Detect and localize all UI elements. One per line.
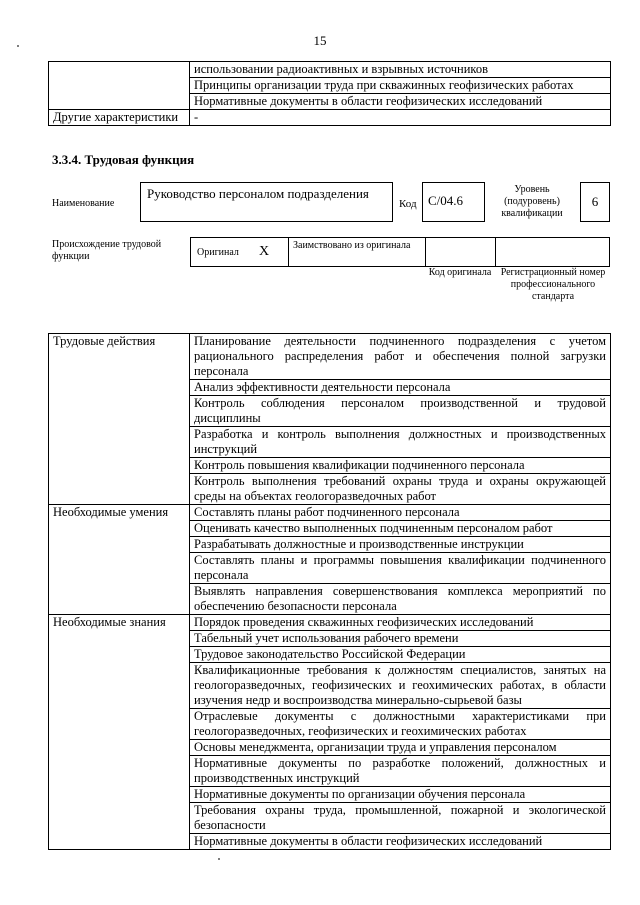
level-label: Уровень (подуровень) квалификации bbox=[501, 184, 563, 219]
top-table bbox=[48, 61, 611, 126]
top-table-value: Нормативные документы в области геофизических исследований bbox=[190, 94, 611, 110]
table-row bbox=[49, 334, 611, 380]
code-original-caption: Код оригинала bbox=[428, 267, 492, 278]
top-table-label: Другие характеристики bbox=[49, 110, 190, 126]
top-table-value: - bbox=[190, 110, 611, 126]
section-item: Контроль повышения квалификации подчиненного персонала bbox=[190, 458, 611, 474]
top-table-label bbox=[49, 62, 190, 78]
section-label: Необходимые умения bbox=[49, 505, 190, 615]
origin-label: Происхождение трудовой функции bbox=[52, 239, 162, 262]
section-item: Основы менеджмента, организации труда и управления персоналом bbox=[190, 740, 611, 756]
level-value: 6 bbox=[591, 194, 599, 209]
section-item: Контроль соблюдения персоналом производственной и трудовой дисциплины bbox=[190, 396, 611, 427]
section-item: Нормативные документы по организации обучения персонала bbox=[190, 787, 611, 803]
level-value-box bbox=[580, 182, 610, 222]
section-heading: 3.3.4. Трудовая функция bbox=[52, 152, 195, 167]
name-value-box bbox=[140, 182, 393, 222]
section-label: Трудовые действия bbox=[49, 334, 190, 505]
page-number: 15 bbox=[313, 33, 327, 48]
code-value: C/04.6 bbox=[428, 193, 464, 208]
section-item: Планирование деятельности подчиненного подразделения с учетом рационального распределения работ и обеспечения полной загрузки персонала bbox=[190, 334, 611, 380]
table-row bbox=[49, 505, 611, 521]
section-item: Требования охраны труда, промышленной, пожарной и экологической безопасности bbox=[190, 803, 611, 834]
top-table-label bbox=[49, 94, 190, 110]
origin-divider bbox=[425, 237, 426, 267]
section-item: Нормативные документы по разработке положений, должностных и производственных инструкций bbox=[190, 756, 611, 787]
top-table-label bbox=[49, 78, 190, 94]
origin-divider bbox=[288, 237, 289, 267]
name-value: Руководство персоналом подразделения bbox=[147, 186, 369, 201]
section-label: Необходимые знания bbox=[49, 615, 190, 850]
section-item: Отраслевые документы с должностными характеристиками при геологоразведочных, геофизических и геохимических работах bbox=[190, 709, 611, 740]
top-table-value: использовании радиоактивных и взрывных источников bbox=[190, 62, 611, 78]
section-item: Составлять планы работ подчиненного персонала bbox=[190, 505, 611, 521]
section-item: Нормативные документы в области геофизических исследований bbox=[190, 834, 611, 850]
top-table-value: Принципы организации труда при скважинных геофизических работах bbox=[190, 78, 611, 94]
original-mark: X bbox=[259, 244, 270, 259]
section-item: Квалификационные требования к должностям специалистов, занятых на геологоразведочных, геофизических и геохимических работах, в области изучения недр и воспроизводства минерально-сырьевой базы bbox=[190, 663, 611, 709]
scan-dot bbox=[218, 858, 220, 860]
main-table bbox=[48, 333, 611, 850]
code-value-box bbox=[422, 182, 485, 222]
section-item: Разработка и контроль выполнения должностных и производственных инструкций bbox=[190, 427, 611, 458]
reg-number-caption: Регистрационный номер профессионального стандарта bbox=[500, 267, 606, 302]
section-item: Анализ эффективности деятельности персонала bbox=[190, 380, 611, 396]
table-row bbox=[49, 615, 611, 631]
section-item: Порядок проведения скважинных геофизических исследований bbox=[190, 615, 611, 631]
name-label: Наименование bbox=[52, 198, 115, 209]
section-item: Табельный учет использования рабочего времени bbox=[190, 631, 611, 647]
code-label: Код bbox=[399, 198, 417, 210]
section-item: Разрабатывать должностные и производственные инструкции bbox=[190, 537, 611, 553]
original-label: Оригинал bbox=[197, 247, 239, 258]
section-item: Составлять планы и программы повышения квалификации подчиненного персонала bbox=[190, 553, 611, 584]
section-item: Контроль выполнения требований охраны труда и охраны окружающей среды на объектах геологоразведочных работ bbox=[190, 474, 611, 505]
borrowed-label: Заимствовано из оригинала bbox=[293, 240, 411, 251]
origin-divider bbox=[495, 237, 496, 267]
section-item: Трудовое законодательство Российской Федерации bbox=[190, 647, 611, 663]
section-item: Выявлять направления совершенствования комплекса мероприятий по обеспечению безопасности персонала bbox=[190, 584, 611, 615]
section-item: Оценивать качество выполненных подчиненным персоналом работ bbox=[190, 521, 611, 537]
